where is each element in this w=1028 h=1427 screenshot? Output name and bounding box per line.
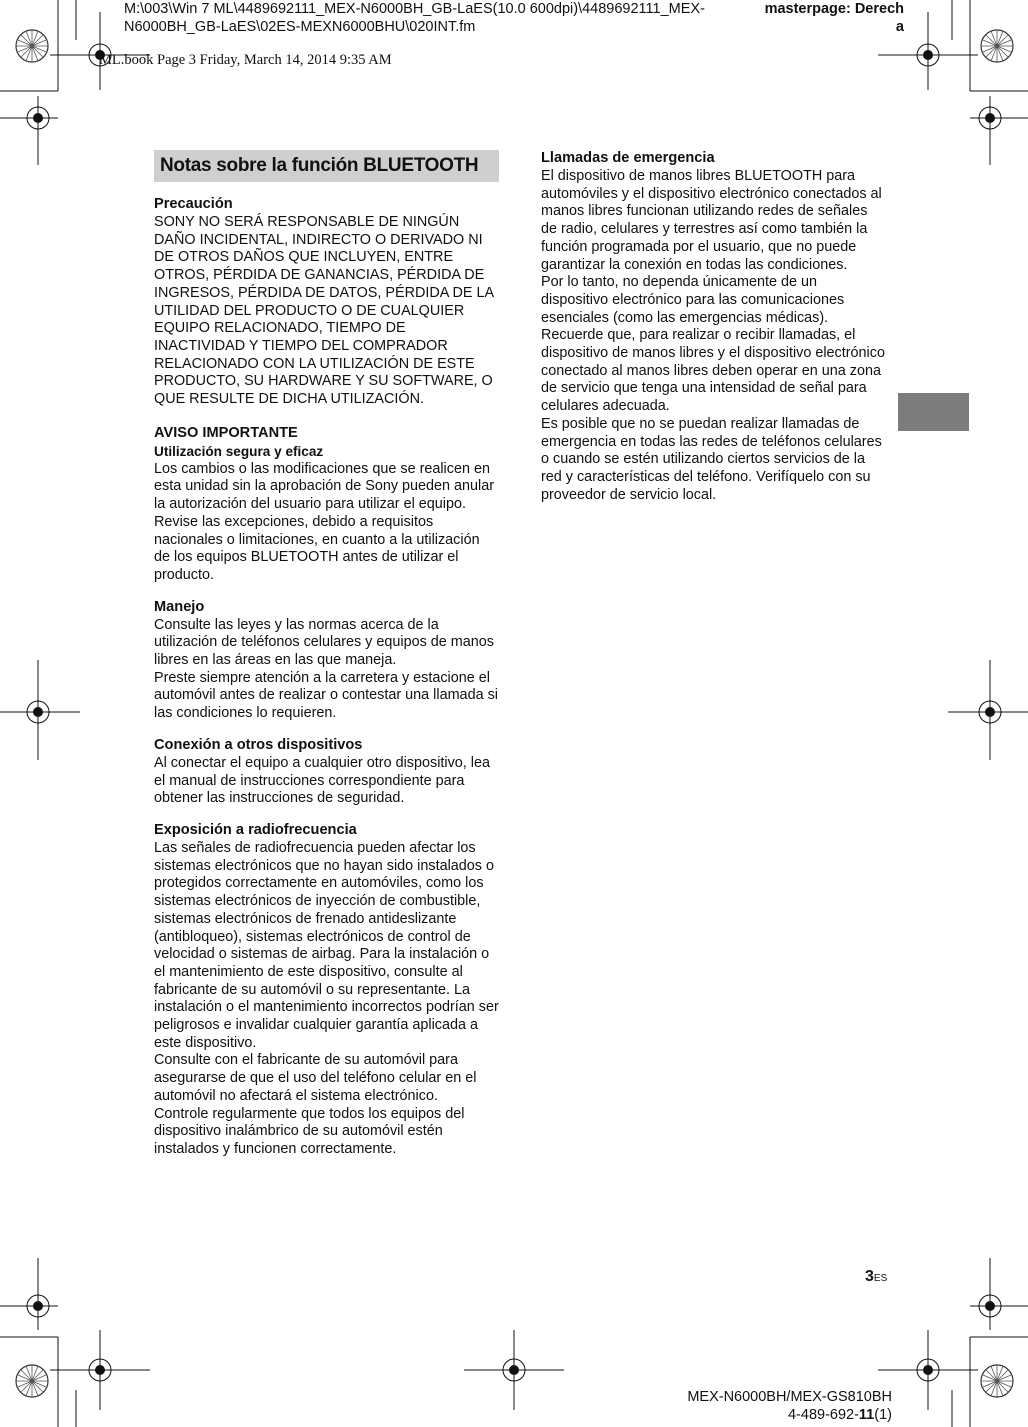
left-column xyxy=(154,150,499,1159)
important-paragraph-1: Los cambios o las modificaciones que se realicen en esta unidad sin la aprobación de Sony pueden anular la autorización del usuario para utilizar el equipo. xyxy=(154,460,495,513)
file-path-header xyxy=(124,0,724,36)
emergency-heading: Llamadas de emergencia xyxy=(541,150,715,166)
masterpage-line-1: masterpage: Derech xyxy=(764,1,904,17)
page-language: ES xyxy=(873,1273,888,1284)
rf-paragraph-3: Controle regularmente que todos los equipos del dispositivo inalámbrico de su automóvil estén instalados y funcionen correctamente. xyxy=(154,1105,465,1157)
section-tab-marker xyxy=(898,393,969,431)
important-subheading: Utilización segura y eficaz xyxy=(154,443,324,459)
precaution-heading: Precaución xyxy=(154,196,233,212)
driving-paragraph-2: Preste siempre atención a la carretera y estacione el automóvil antes de realizar o contestar una llamada si las condiciones lo requieren. xyxy=(154,669,498,722)
connection-heading: Conexión a otros dispositivos xyxy=(154,736,363,753)
rf-paragraph-2: Consulte con el fabricante de su automóvil para asegurarse de que el uso del teléfono celular en el automóvil no afectará el sistema electrónico. xyxy=(154,1052,477,1104)
footer-model: MEX-N6000BH/MEX-GS810BH xyxy=(687,1389,892,1405)
emergency-paragraph-4: Es posible que no se puedan realizar llamadas de emergencia en todas las redes de teléfonos celulares o cuando se estén utilizando ciertos servicios de la red y características del teléfono. Verifíquelo con su proveedor de servicio local. xyxy=(541,415,882,503)
emergency-paragraph-3: Recuerde que, para realizar o recibir llamadas, el dispositivo de manos libres y el dispositivo electrónico conectado al manos libres deben operar en una zona de servicio que tenga una intensidad de señal para celulares adecuada. xyxy=(541,327,885,415)
rf-paragraph-1: Las señales de radiofrecuencia pueden afectar los sistemas electrónicos que no hayan sido instalados o protegidos correctamente en automóviles, como los sistemas electrónicos de inyección de combustible, sistemas electrónicos de frenado antideslizante (antibloqueo), sistemas electrónicos de control de velocidad o sistemas de airbag. Para la instalación o el mantenimiento de este dispositivo, consulte al fabricante de su automóvil o su representante. La instalación o el mantenimiento incorrectos podrían ser peligrosos e invalidar cualquier garantía aplicada a este dispositivo. xyxy=(154,839,499,1051)
important-heading: AVISO IMPORTANTE xyxy=(154,424,298,441)
file-path-line-2: N6000BH_GB-LaES\02ES-MEXN6000BHU\020INT.fm xyxy=(124,19,476,35)
driving-paragraph-1: Consulte las leyes y las normas acerca de la utilización de teléfonos celulares y equipos de manos libres en las áreas en las que maneja. xyxy=(154,616,494,669)
section-banner: Notas sobre la función BLUETOOTH xyxy=(154,150,499,182)
book-info: ML.book Page 3 Friday, March 14, 2014 9:35 AM xyxy=(99,52,392,68)
footer-model-info xyxy=(687,1388,892,1424)
masterpage-line-2: a xyxy=(895,19,904,35)
footer-code xyxy=(687,1406,892,1424)
file-path-line-1: M:\003\Win 7 ML\4489692111_MEX-N6000BH_GB-LaES(10.0 600dpi)\4489692111_MEX- xyxy=(124,1,705,17)
precaution-text: SONY NO SERÁ RESPONSABLE DE NINGÚN DAÑO INCIDENTAL, INDIRECTO O DERIVADO NI DE OTROS DAÑOS QUE INCLUYEN, ENTRE OTROS, PÉRDIDA DE GANANCIAS, PÉRDIDA DE INGRESOS, PÉRDIDA DE DATOS, PÉRDIDA DE LA UTILIDAD DEL PRODUCTO O DE CUALQUIER EQUIPO RELACIONADO, TIEMPO DE INACTIVIDAD Y TIEMPO DEL COMPRADOR RELACIONADO CON LA UTILIZACIÓN DE ESTE PRODUCTO, SU HARDWARE Y SU SOFTWARE, O QUE RESULTE DE DICHA UTILIZACIÓN. xyxy=(154,214,494,408)
important-paragraph-2: Revise las excepciones, debido a requisitos nacionales o limitaciones, en cuanto a la utilización de los equipos BLUETOOTH antes de utilizar el producto. xyxy=(154,513,480,583)
emergency-paragraph-2: Por lo tanto, no dependa únicamente de un dispositivo electrónico para las comunicaciones esenciales (como las emergencias médicas). xyxy=(541,274,845,326)
footer-code-suffix: (1) xyxy=(874,1407,892,1423)
footer-code-bold: 11 xyxy=(858,1407,875,1423)
driving-heading: Manejo xyxy=(154,598,205,615)
rf-heading: Exposición a radiofrecuencia xyxy=(154,821,357,838)
right-column xyxy=(541,148,886,504)
masterpage-label xyxy=(740,0,904,36)
page-number-value: 3 xyxy=(865,1268,874,1285)
page-number xyxy=(865,1268,887,1286)
connection-paragraph: Al conectar el equipo a cualquier otro dispositivo, lea el manual de instrucciones correspondiente para obtener las instrucciones de seguridad. xyxy=(154,754,490,807)
footer-code-prefix: 4-489-692- xyxy=(787,1407,859,1423)
emergency-paragraph-1: El dispositivo de manos libres BLUETOOTH para automóviles y el dispositivo electrónico conectados al manos libres funcionan utilizando redes de señales de radio, celulares y terrestres así como también la función programada por el usuario, que no puede garantizar la conexión en todas las condiciones. xyxy=(541,168,882,273)
